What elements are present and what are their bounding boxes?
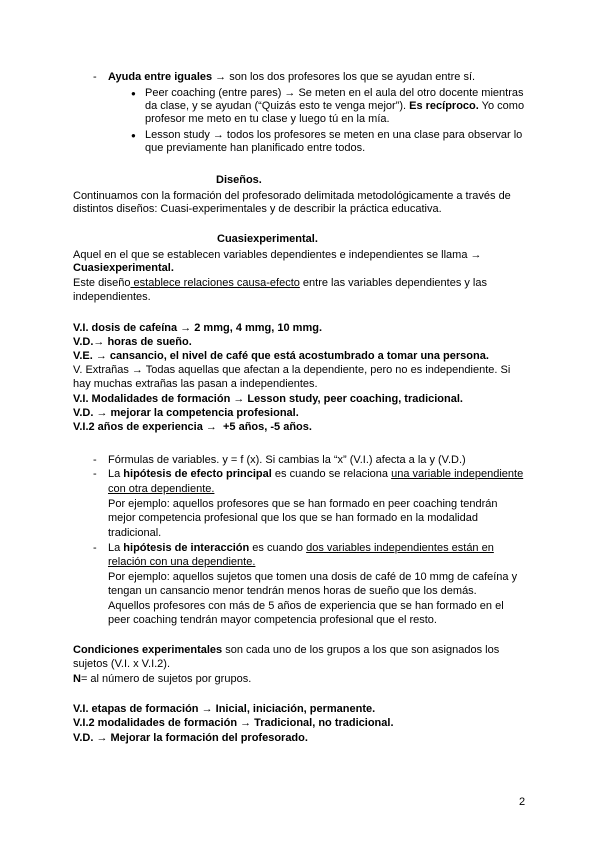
peer-help-term: Ayuda entre iguales <box>108 71 213 83</box>
sample-size-term: N <box>73 673 81 685</box>
lesson-study-line: Lesson study → todos los profesores se meten en una clase para observar lo <box>145 129 523 141</box>
conditions-line <box>73 644 499 657</box>
peer-coaching-line: profesor me meto en tu clase y luego tú en la mía. <box>145 113 390 125</box>
peer-help-definition: → son los dos profesores los que se ayudan entre sí. <box>212 71 476 83</box>
quasi-heading: Cuasiexperimental. <box>217 233 318 245</box>
variable-vi: V.I. etapas de formación → Inicial, iniciación, permanente. <box>73 703 376 715</box>
quasi-text: entre las variables dependientes y las <box>299 277 487 289</box>
formula-line: Fórmulas de variables. y = f (x). Si cambias la “x” (V.I.) afecta a la y (V.D.) <box>108 454 466 466</box>
quasi-term: Cuasiexperimental. <box>73 262 174 274</box>
main-effect-underline: una variable independiente <box>391 468 524 480</box>
main-effect-term: hipótesis de efecto principal <box>123 468 272 480</box>
list-dash: - <box>93 468 97 480</box>
variable-vi: V.I. Modalidades de formación → Lesson study, peer coaching, tradicional. <box>73 393 463 405</box>
variable-vi2: V.I.2 años de experiencia → +5 años, -5 años. <box>73 421 312 433</box>
variable-vi: V.I. dosis de cafeína → 2 mmg, 4 mmg, 10 mmg. <box>73 322 323 334</box>
interaction-text: es cuando <box>249 542 307 554</box>
main-effect-text: es cuando se relaciona <box>271 468 392 480</box>
variable-vd: V.D.→ horas de sueño. <box>73 336 192 348</box>
variable-vd: V.D. → mejorar la competencia profesional. <box>73 407 299 419</box>
sample-size-text: = al número de sujetos por grupos. <box>80 673 252 685</box>
main-effect-line <box>108 468 523 481</box>
peer-coaching-line <box>145 100 524 113</box>
conditions-line: sujetos (V.I. x V.I.2). <box>73 658 171 670</box>
interaction-underline: dos variables independientes están en <box>306 542 494 554</box>
list-dash: - <box>93 542 97 554</box>
main-effect-underline: con otra dependiente. <box>108 483 215 495</box>
list-dash: - <box>93 71 97 83</box>
peer-help-item <box>108 71 475 84</box>
cause-effect-underline: establece relaciones causa-efecto <box>130 277 300 289</box>
main-effect-text: La <box>108 468 124 480</box>
peer-coaching-text: Yo como <box>478 100 525 112</box>
variable-vd: V.D. → Mejorar la formación del profesorado. <box>73 732 308 744</box>
main-effect-example-line: mejor competencia profesional que los que se han formado en la modalidad <box>108 512 478 524</box>
designs-paragraph-line: Continuamos con la formación del profesorado delimitada metodológicamente a través de <box>73 190 511 202</box>
lesson-study-line: que previamente han planificado entre todos. <box>145 142 366 154</box>
sample-size-line <box>73 673 251 686</box>
designs-heading: Diseños. <box>216 174 262 186</box>
interaction-example-line: peer coaching tendrán mayor competencia profesional que el resto. <box>108 614 437 626</box>
interaction-example-line: Aquellos profesores con más de 5 años de experiencia que se han formado en el <box>108 600 504 612</box>
interaction-line <box>108 542 494 555</box>
variable-ve: V.E. → cansancio, el nivel de café que está acostumbrado a tomar una persona. <box>73 350 489 362</box>
quasi-text: Este diseño <box>73 277 131 289</box>
list-dash: - <box>93 454 97 466</box>
designs-paragraph-line: distintos diseños: Cuasi-experimentales y de describir la práctica educativa. <box>73 203 442 215</box>
main-effect-example-line: tradicional. <box>108 527 162 539</box>
peer-coaching-line: Peer coaching (entre pares) → Se meten en el aula del otro docente mientras <box>145 87 524 99</box>
bullet-icon: ● <box>131 89 136 98</box>
main-effect-example-line: Por ejemplo: aquellos profesores que se han formado en peer coaching tendrán <box>108 498 498 510</box>
extraneous-variables-line: V. Extrañas → Todas aquellas que afectan a la dependiente, pero no es independiente. Si <box>73 364 511 376</box>
quasi-paragraph-line: independientes. <box>73 291 151 303</box>
reciprocal-emphasis: Es recíproco. <box>409 100 479 112</box>
conditions-text: son cada uno de los grupos a los que son asignados los <box>222 644 500 656</box>
peer-coaching-text: da clase, y se ayudan (“Quizás esto te venga mejor”). <box>145 100 410 112</box>
conditions-term: Condiciones experimentales <box>73 644 223 656</box>
interaction-term: hipótesis de interacción <box>123 542 250 554</box>
variable-vi2: V.I.2 modalidades de formación → Tradicional, no tradicional. <box>73 717 394 729</box>
page-number: 2 <box>519 796 526 808</box>
extraneous-variables-line: hay muchas extrañas las pasan a independientes. <box>73 378 318 390</box>
interaction-text: La <box>108 542 124 554</box>
interaction-example-line: tengan un cansancio menor tendrán menos horas de sueño que los demás. <box>108 585 477 597</box>
interaction-example-line: Por ejemplo: aquellos sujetos que tomen una dosis de café de 10 mmg de cafeína y <box>108 571 518 583</box>
quasi-paragraph-line: Aquel en el que se establecen variables dependientes e independientes se llama → <box>73 249 482 261</box>
bullet-icon: ● <box>131 131 136 140</box>
quasi-paragraph-line <box>73 277 487 290</box>
interaction-underline: relación con una dependiente. <box>108 556 256 568</box>
